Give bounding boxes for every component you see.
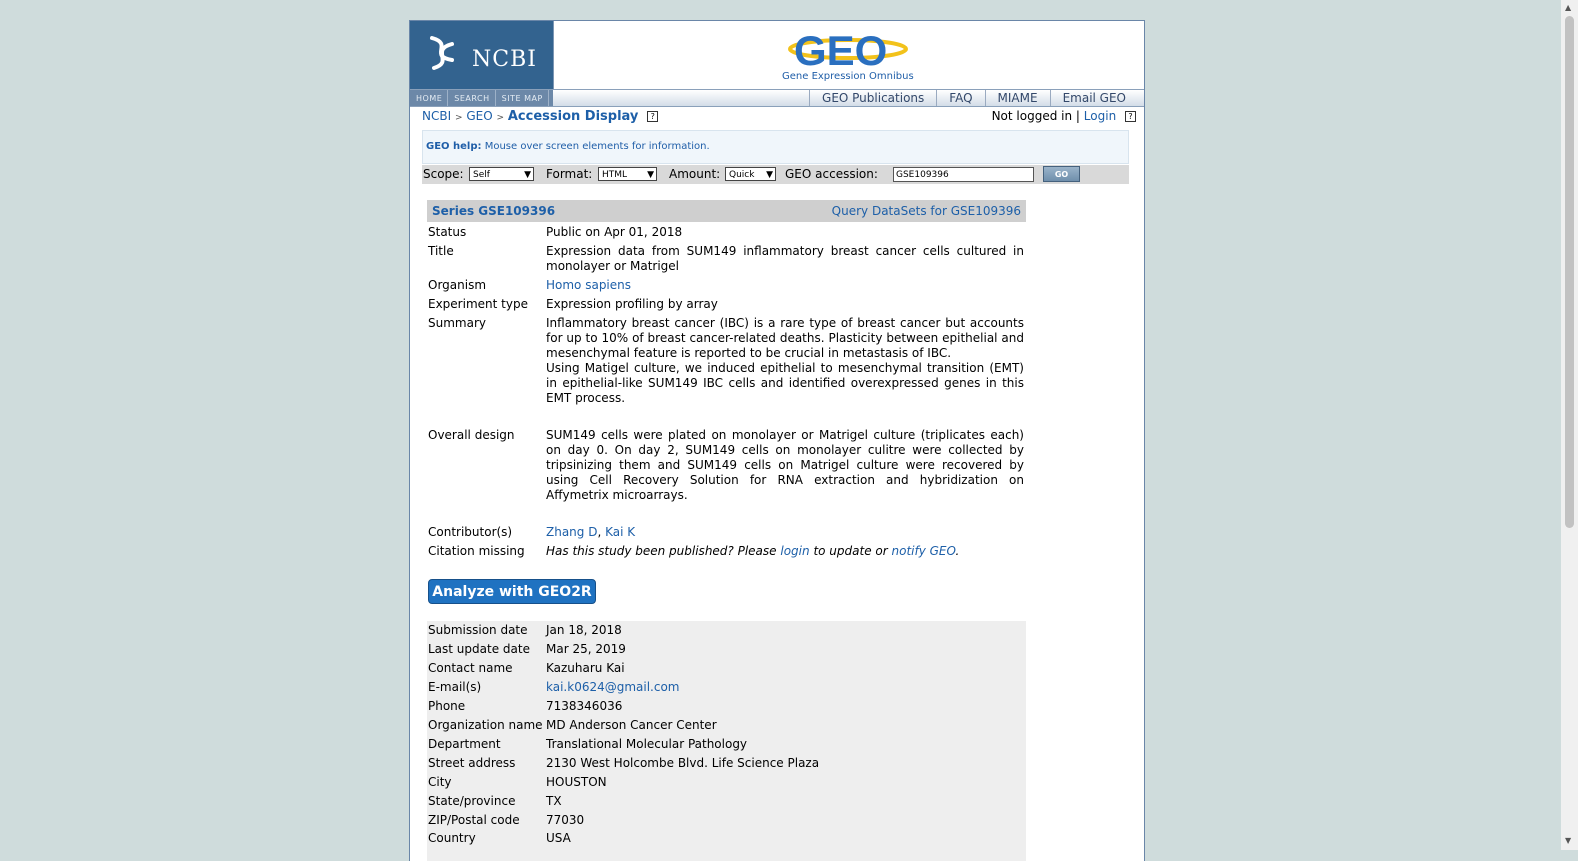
accession-label: GEO accession: bbox=[785, 167, 878, 181]
contact-label: Phone bbox=[428, 699, 466, 713]
status-value: Public on Apr 01, 2018 bbox=[546, 225, 683, 239]
query-datasets-link[interactable]: Query DataSets for GSE109396 bbox=[831, 204, 1021, 218]
contact-value: Mar 25, 2019 bbox=[546, 642, 626, 656]
contact-label: E-mail(s) bbox=[428, 680, 482, 694]
contact-value: Translational Molecular Pathology bbox=[546, 737, 748, 751]
title-label: Title bbox=[428, 244, 454, 258]
breadcrumb-ncbi[interactable]: NCBI bbox=[422, 109, 452, 123]
overall-design-value: SUM149 cells were plated on monolayer or Matrigel culture (triplicates each) on day 0. On day 2, SUM149 cells on monolayer culitre were collected by tripsinizing them and SUM149 cells on Matrigel culture were recovered by using Cell Recovery Solution for RNA extraction and hybridization on Affymetrix microarrays. bbox=[546, 428, 1024, 502]
contact-value bbox=[546, 680, 1024, 695]
experiment-type-value: Expression profiling by array bbox=[546, 297, 718, 311]
nav-strip bbox=[410, 89, 1144, 107]
geo-logo-graphic bbox=[776, 27, 916, 71]
contact-label: ZIP/Postal code bbox=[428, 813, 520, 827]
amount-label: Amount: bbox=[669, 167, 721, 181]
contact-value: Kazuharu Kai bbox=[546, 661, 625, 675]
login-status: Not logged in bbox=[991, 109, 1073, 123]
ncbi-nav-home[interactable]: HOME bbox=[410, 90, 448, 106]
citation-login-text: login bbox=[780, 544, 810, 558]
scope-select-value: Self bbox=[473, 170, 490, 180]
scope-label: Scope: bbox=[423, 167, 464, 181]
contact-label: City bbox=[428, 775, 452, 789]
ncbi-logo[interactable] bbox=[410, 21, 554, 89]
accession-input[interactable] bbox=[893, 167, 1034, 182]
contact-label: Contact name bbox=[428, 661, 513, 675]
contact-label: State/province bbox=[428, 794, 516, 808]
nav-miame[interactable]: MIAME bbox=[985, 90, 1050, 106]
ncbi-nav bbox=[410, 90, 553, 106]
ncbi-label: NCBI bbox=[472, 47, 537, 72]
contact-value: MD Anderson Cancer Center bbox=[546, 718, 717, 732]
organism-label: Organism bbox=[428, 278, 487, 292]
organism-value bbox=[546, 278, 1024, 293]
geo-help-message: Mouse over screen elements for information. bbox=[484, 141, 710, 152]
contact-value: HOUSTON bbox=[546, 775, 607, 789]
amount-select-value: Quick bbox=[729, 170, 755, 180]
citation-text: to update or bbox=[813, 544, 888, 558]
summary-paragraph: Using Matigel culture, we induced epithelial to mesenchymal transition (EMT) in epithelial-like SUM149 IBC cells and identified overexpressed genes in this EMT process. bbox=[546, 361, 1024, 405]
scroll-down-arrow-icon[interactable]: ▼ bbox=[1565, 836, 1572, 845]
scope-select[interactable] bbox=[469, 167, 534, 181]
status-label: Status bbox=[428, 225, 467, 239]
series-header bbox=[427, 200, 1026, 222]
amount-select[interactable] bbox=[725, 167, 776, 181]
geo-logo-text: GEO bbox=[794, 27, 888, 71]
title-value: Expression data from SUM149 inflammatory breast cancer cells cultured in monolayer or Matrigel bbox=[546, 244, 1024, 273]
nav-email-geo[interactable]: Email GEO bbox=[1050, 90, 1138, 106]
contributor-link[interactable]: Zhang D bbox=[546, 525, 598, 539]
login-divider: | bbox=[1075, 109, 1080, 123]
citation-label: Citation missing bbox=[428, 544, 525, 558]
login-help-icon[interactable]: ? bbox=[1125, 111, 1136, 122]
organism-link[interactable]: Homo sapiens bbox=[546, 278, 632, 292]
format-label: Format: bbox=[546, 167, 593, 181]
nav-geo-publications[interactable]: GEO Publications bbox=[809, 90, 936, 106]
contact-label: Department bbox=[428, 737, 501, 751]
scrollbar-thumb[interactable] bbox=[1565, 16, 1574, 528]
contributors-value bbox=[546, 525, 1024, 540]
contact-value: Jan 18, 2018 bbox=[546, 623, 622, 637]
contact-label: Last update date bbox=[428, 642, 530, 656]
overall-design-label: Overall design bbox=[428, 428, 515, 442]
contact-value: 77030 bbox=[546, 813, 585, 827]
contributor-link[interactable]: Kai K bbox=[605, 525, 636, 539]
geo-logo[interactable] bbox=[776, 27, 916, 87]
experiment-type-label: Experiment type bbox=[428, 297, 528, 311]
citation-text: Has this study been published? Please bbox=[546, 544, 777, 558]
contact-label: Submission date bbox=[428, 623, 528, 637]
geo-help-box bbox=[422, 130, 1129, 164]
geo-page bbox=[409, 20, 1145, 861]
summary-paragraph: Inflammatory breast cancer (IBC) is a rare type of breast cancer but accounts for up to 10% of breast cancer-related deaths. Plasticity between epithelial and mesenchymal feature is reported to be crucial in metastasis of IBC. bbox=[546, 316, 1024, 360]
summary-value bbox=[546, 316, 1024, 406]
format-select-value: HTML bbox=[602, 170, 628, 180]
breadcrumb-separator: > bbox=[496, 113, 505, 123]
citation-value bbox=[546, 544, 1024, 559]
contributors-label: Contributor(s) bbox=[428, 525, 513, 539]
vertical-scrollbar[interactable] bbox=[1561, 0, 1578, 850]
page-title: Accession Display bbox=[507, 109, 639, 124]
chevron-down-icon: ▼ bbox=[766, 170, 773, 180]
notify-geo-text: notify GEO bbox=[891, 544, 956, 558]
notify-geo-link[interactable] bbox=[892, 544, 956, 558]
ncbi-nav-sitemap[interactable]: SITE MAP bbox=[496, 90, 549, 106]
contact-value: USA bbox=[546, 831, 571, 845]
help-icon[interactable]: ? bbox=[647, 111, 658, 122]
series-title: Series GSE109396 bbox=[432, 204, 556, 218]
nav-faq[interactable]: FAQ bbox=[936, 90, 984, 106]
geo-help-text bbox=[426, 141, 710, 152]
contributor-separator: , bbox=[597, 525, 602, 539]
scroll-up-arrow-icon[interactable]: ▲ bbox=[1565, 3, 1572, 12]
contact-value: TX bbox=[546, 794, 562, 808]
contact-label: Street address bbox=[428, 756, 516, 770]
chevron-down-icon: ▼ bbox=[647, 170, 654, 180]
login-link[interactable]: Login bbox=[1083, 109, 1117, 123]
email-link[interactable]: kai.k0624@gmail.com bbox=[546, 680, 680, 694]
summary-label: Summary bbox=[428, 316, 486, 330]
citation-login-link[interactable] bbox=[780, 544, 809, 558]
scope-bar bbox=[422, 165, 1129, 184]
chevron-down-icon: ▼ bbox=[524, 170, 531, 180]
geo-subtitle: Gene Expression Omnibus bbox=[782, 71, 914, 82]
breadcrumb-geo[interactable]: GEO bbox=[466, 109, 493, 123]
contact-value: 7138346036 bbox=[546, 699, 623, 713]
citation-end: . bbox=[955, 544, 960, 558]
breadcrumb-separator: > bbox=[454, 113, 463, 123]
geo-help-label: GEO help: bbox=[426, 141, 482, 152]
breadcrumb bbox=[422, 109, 658, 124]
contact-value: 2130 West Holcombe Blvd. Life Science Plaza bbox=[546, 756, 820, 770]
go-button[interactable]: GO bbox=[1043, 166, 1080, 182]
format-select[interactable] bbox=[598, 167, 657, 181]
geo-nav bbox=[809, 90, 1138, 106]
contact-label: Organization name bbox=[428, 718, 543, 732]
contact-label: Country bbox=[428, 831, 476, 845]
ncbi-nav-search[interactable]: SEARCH bbox=[448, 90, 495, 106]
analyze-geo2r-button[interactable]: Analyze with GEO2R bbox=[428, 579, 596, 604]
login-area bbox=[992, 109, 1136, 123]
dna-helix-icon bbox=[424, 34, 464, 74]
